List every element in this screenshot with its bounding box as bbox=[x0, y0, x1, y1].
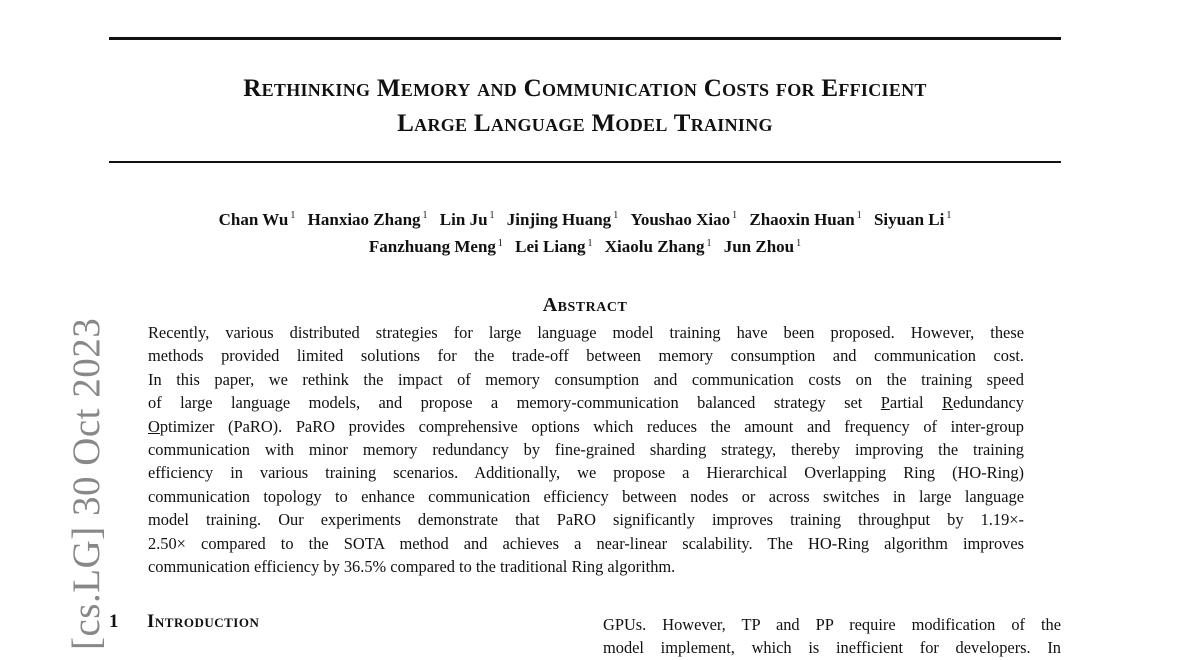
abstract-line: communication with minor memory redundancy by fine-grained sharding strategy, thereby improving the training bbox=[148, 439, 1024, 459]
author: Siyuan Li $^1$ bbox=[873, 209, 952, 229]
top-rule bbox=[109, 37, 1061, 40]
author: Jinjing Huang $^1$ bbox=[506, 209, 619, 229]
abstract-line: model training. Our experiments demonstrate that PaRO significantly improves training throughput by 1.19×- bbox=[148, 510, 1024, 530]
body-line: model implement, which is inefficient for developers. In bbox=[603, 638, 1061, 658]
author: Jun Zhou $^1$ bbox=[723, 237, 802, 257]
author-line-1 bbox=[109, 204, 1061, 232]
author: Lei Liang $^1$ bbox=[515, 237, 593, 257]
abstract-body bbox=[148, 321, 1024, 578]
abstract-heading: Abstract bbox=[542, 294, 628, 316]
abstract-line: methods provided limited solutions for the trade-off between memory consumption and communication cost. bbox=[148, 346, 1024, 366]
abstract-line: In this paper, we rethink the impact of memory consumption and communication costs on the training speed bbox=[148, 369, 1024, 389]
abstract-line: 2.50× compared to the SOTA method and achieves a near-linear scalability. The HO-Ring algorithm improves bbox=[148, 533, 1024, 553]
title-bottom-rule bbox=[109, 161, 1061, 163]
author: Xiaolu Zhang $^1$ bbox=[604, 237, 712, 257]
author-list bbox=[109, 204, 1061, 259]
author: Hanxiao Zhang $^1$ bbox=[307, 209, 428, 229]
title-line-1: Rethinking Memory and Communication Costs for Efficient bbox=[243, 75, 927, 102]
author: Chan Wu $^1$ bbox=[218, 209, 296, 229]
abstract-line: communication topology to enhance communication efficiency between nodes or across switches in large language bbox=[148, 486, 1024, 506]
abstract-line: efficiency in various training scenarios. Additionally, we propose a Hierarchical Overlapping Ring (HO-Ring) bbox=[148, 463, 1024, 483]
author-line-2 bbox=[109, 232, 1061, 260]
right-column-text bbox=[603, 613, 1061, 660]
abstract-line: Optimizer (PaRO). PaRO provides comprehensive options which reduces the amount and frequency of inter-group bbox=[148, 416, 1024, 436]
author: Youshao Xiao $^1$ bbox=[630, 209, 738, 229]
author: Zhaoxin Huan $^1$ bbox=[749, 209, 862, 229]
body-line: GPUs. However, TP and PP require modification of the bbox=[603, 615, 1061, 634]
abstract-line: of large language models, and propose a memory-communication balanced strategy set Partial Redundancy bbox=[148, 393, 1024, 413]
abstract-line: Recently, various distributed strategies for large language model training have been proposed. However, these bbox=[148, 323, 1024, 342]
paper-title bbox=[109, 71, 1061, 141]
author: Lin Ju $^1$ bbox=[439, 209, 495, 229]
abstract-line: communication efficiency by 36.5% compared to the traditional Ring algorithm. bbox=[148, 556, 676, 576]
section-number: 1 bbox=[109, 611, 119, 632]
author: Fanzhuang Meng $^1$ bbox=[368, 237, 503, 257]
title-line-2: Large Language Model Training bbox=[397, 110, 773, 137]
arxiv-sidebar-stamp: [cs.LG] 30 Oct 2023 bbox=[65, 317, 108, 650]
section-title: Introduction bbox=[147, 611, 260, 632]
